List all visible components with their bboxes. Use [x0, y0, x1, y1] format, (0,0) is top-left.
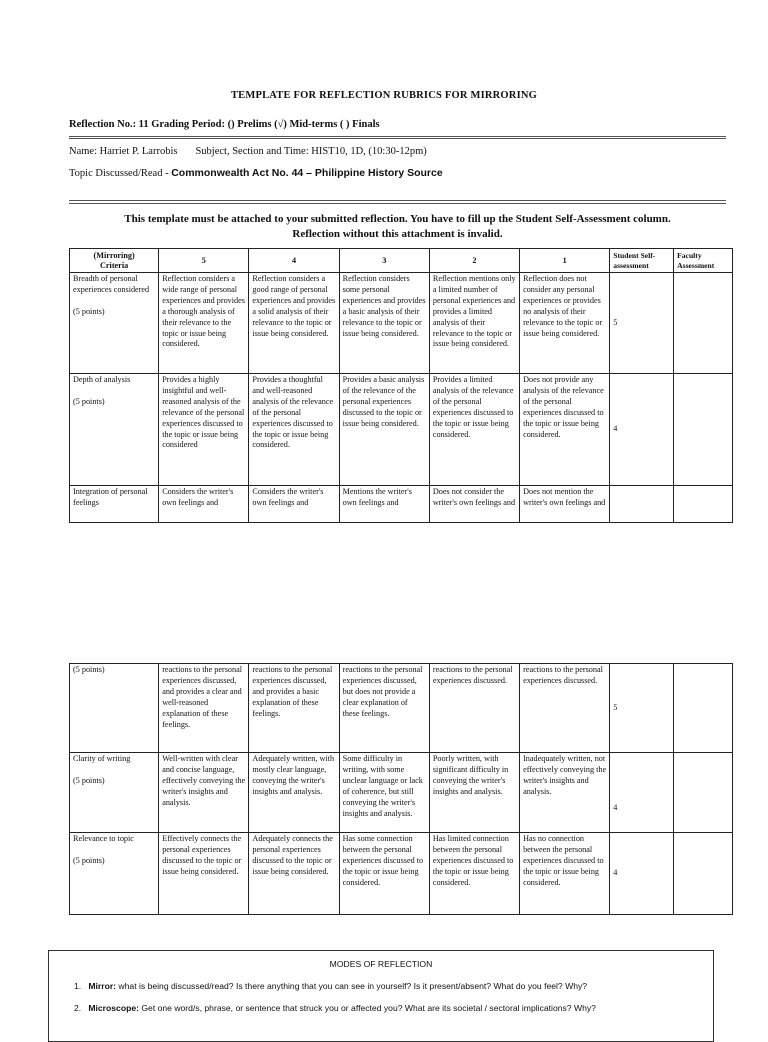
table-row — [70, 374, 733, 486]
modes-of-reflection-box — [48, 950, 714, 1042]
descriptor-1: Does not provide any analysis of the relevance of the personal experiences discussed to the topic or issue being considered. — [520, 374, 610, 486]
faculty-assessment-value[interactable] — [674, 486, 733, 523]
descriptor-2: Has limited connection between the personal experiences discussed to the topic or issue being considered. — [429, 833, 519, 915]
self-assessment-value[interactable]: 4 — [610, 833, 674, 915]
descriptor-4: Provides a thoughtful and well-reasoned analysis of the relevance of the personal experiences discussed to the topic or issue being considered. — [249, 374, 339, 486]
table-row — [70, 664, 733, 753]
attachment-notice — [69, 212, 726, 242]
descriptor-3: Mentions the writer's own feelings and — [339, 486, 429, 523]
divider — [69, 203, 726, 204]
descriptor-5: Considers the writer's own feelings and — [159, 486, 249, 523]
criteria-cell: Depth of analysis (5 points) — [70, 374, 159, 486]
criteria-cell: (5 points) — [70, 664, 159, 753]
descriptor-3: Some difficulty in writing, with some unclear language or lack of coherence, but still conveying the writer's insights and analysis. — [339, 753, 429, 833]
header-criteria: (Mirroring) Criteria — [70, 249, 159, 273]
descriptor-2: Reflection mentions only a limited number of personal experiences and provides a limited analysis of their relevance to the topic or issue being considered. — [429, 273, 519, 374]
notice-line-1: This template must be attached to your submitted reflection. You have to fill up the Student Self-Assessment column. — [124, 213, 671, 225]
descriptor-5: Reflection considers a wide range of personal experiences and provides a thorough analysis of their relevance to the topic or issue being considered. — [159, 273, 249, 374]
mode-description: Get one word/s, phrase, or sentence that struck you or affected you? What are its societal / sectoral implications? Why? — [138, 1003, 596, 1013]
notice-line-2: Reflection without this attachment is invalid. — [292, 228, 503, 240]
divider — [69, 200, 726, 201]
mode-number: 2. — [74, 1003, 82, 1013]
table-header-row — [70, 249, 733, 273]
descriptor-1: Reflection does not consider any personal experiences or provides no analysis of their relevance to the topic or issue being considered. — [520, 273, 610, 374]
criteria-cell: Relevance to topic (5 points) — [70, 833, 159, 915]
self-assessment-value[interactable]: 4 — [610, 374, 674, 486]
criteria-cell: Breadth of personal experiences considered (5 points) — [70, 273, 159, 374]
header-score-3: 3 — [339, 249, 429, 273]
mode-number: 1. — [74, 981, 82, 991]
descriptor-1: reactions to the personal experiences discussed. — [520, 664, 610, 753]
descriptor-1: Inadequately written, not effectively conveying the writer's insights and analysis. — [520, 753, 610, 833]
criteria-cell: Clarity of writing (5 points) — [70, 753, 159, 833]
table-row — [70, 753, 733, 833]
descriptor-4: Adequately written, with mostly clear language, conveying the writer's insights and analysis. — [249, 753, 339, 833]
descriptor-5: reactions to the personal experiences discussed, and provides a clear and well-reasoned explanation of these feelings. — [159, 664, 249, 753]
descriptor-5: Provides a highly insightful and well-reasoned analysis of the relevance of the personal experiences discussed to the topic or issue being considered — [159, 374, 249, 486]
criteria-cell: Integration of personal feelings — [70, 486, 159, 523]
self-assessment-value[interactable]: 5 — [610, 273, 674, 374]
descriptor-3: Has some connection between the personal experiences discussed to the topic or issue being considered. — [339, 833, 429, 915]
header-student-self-assessment: Student Self-assessment — [610, 249, 674, 273]
faculty-assessment-value[interactable] — [674, 753, 733, 833]
descriptor-4: Reflection considers a good range of personal experiences and provides a solid analysis of their relevance to the topic or issue being considered. — [249, 273, 339, 374]
header-score-5: 5 — [159, 249, 249, 273]
descriptor-5: Effectively connects the personal experiences discussed to the topic or issue being considered. — [159, 833, 249, 915]
descriptor-2: Does not consider the writer's own feelings and — [429, 486, 519, 523]
mode-description: what is being discussed/read? Is there anything that you can see in yourself? Is it present/absent? What do you feel? Why? — [116, 981, 588, 991]
descriptor-2: Provides a limited analysis of the relevance of the personal experiences discussed to the topic or issue being considered. — [429, 374, 519, 486]
faculty-assessment-value[interactable] — [674, 374, 733, 486]
rubric-table-part-2 — [69, 663, 733, 915]
divider — [69, 138, 726, 139]
self-assessment-value[interactable]: 5 — [610, 664, 674, 753]
descriptor-5: Well-written with clear and concise language, effectively conveying the writer's insights and analysis. — [159, 753, 249, 833]
descriptor-1: Has no connection between the personal experiences discussed to the topic or issue being considered. — [520, 833, 610, 915]
table-row — [70, 273, 733, 374]
descriptor-2: Poorly written, with significant difficulty in conveying the writer's insights and analysis. — [429, 753, 519, 833]
self-assessment-value[interactable] — [610, 486, 674, 523]
descriptor-3: Provides a basic analysis of the relevance of the personal experiences discussed to the topic or issue being considered. — [339, 374, 429, 486]
mode-name: Mirror: — [88, 981, 117, 991]
header-faculty-assessment: Faculty Assessment — [674, 249, 733, 273]
divider — [69, 136, 726, 137]
descriptor-4: reactions to the personal experiences discussed, and provides a basic explanation of these feelings. — [249, 664, 339, 753]
name-line — [69, 146, 427, 157]
topic-label: Topic Discussed/Read - — [69, 168, 172, 179]
rubric-table-part-1 — [69, 248, 733, 523]
descriptor-4: Considers the writer's own feelings and — [249, 486, 339, 523]
table-row — [70, 833, 733, 915]
mode-item-mirror — [74, 981, 587, 991]
reflection-number-line: Reflection No.: 11 Grading Period: () Prelims (√) Mid-terms ( ) Finals — [69, 119, 380, 130]
document-title: TEMPLATE FOR REFLECTION RUBRICS FOR MIRRORING — [230, 90, 538, 101]
self-assessment-value[interactable]: 4 — [610, 753, 674, 833]
topic-line — [69, 167, 443, 179]
faculty-assessment-value[interactable] — [674, 664, 733, 753]
topic-title: Commonwealth Act No. 44 – Philippine History Source — [171, 167, 443, 179]
header-score-2: 2 — [429, 249, 519, 273]
descriptor-4: Adequately connects the personal experiences discussed to the topic or issue being considered. — [249, 833, 339, 915]
student-name: Name: Harriet P. Larrobis — [69, 146, 178, 157]
descriptor-3: reactions to the personal experiences discussed, but does not provide a clear explanation of these feelings. — [339, 664, 429, 753]
header-score-1: 1 — [520, 249, 610, 273]
faculty-assessment-value[interactable] — [674, 833, 733, 915]
descriptor-1: Does not mention the writer's own feelings and — [520, 486, 610, 523]
subject-section-time: Subject, Section and Time: HIST10, 1D, (10:30-12pm) — [195, 146, 427, 157]
mode-item-microscope — [74, 1003, 596, 1013]
table-row — [70, 486, 733, 523]
header-score-4: 4 — [249, 249, 339, 273]
descriptor-3: Reflection considers some personal experiences and provides a basic analysis of their relevance to the topic or issue being considered. — [339, 273, 429, 374]
mode-name: Microscope: — [88, 1003, 139, 1013]
faculty-assessment-value[interactable] — [674, 273, 733, 374]
modes-title: MODES OF REFLECTION — [329, 959, 433, 969]
descriptor-2: reactions to the personal experiences discussed. — [429, 664, 519, 753]
